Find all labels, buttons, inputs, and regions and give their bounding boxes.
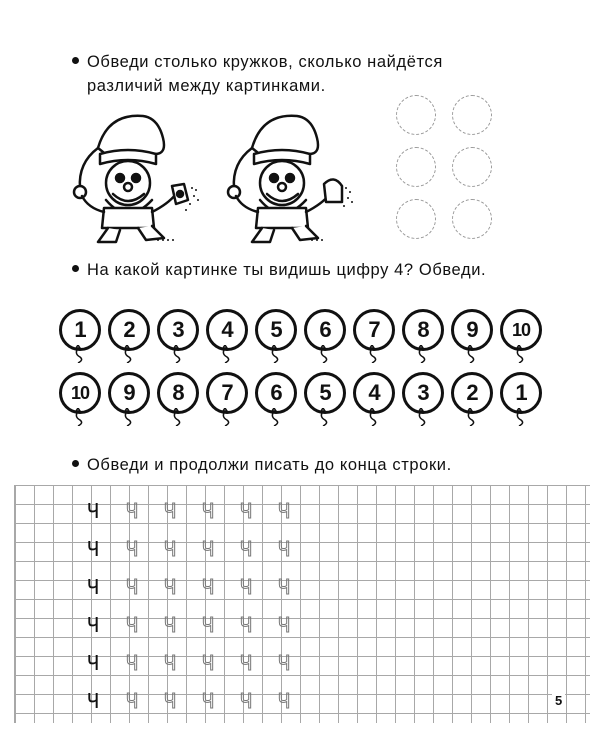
balloon-string-icon: [203, 408, 249, 426]
trace-letter[interactable]: Ч: [202, 689, 215, 713]
balloon-string-icon: [497, 345, 543, 363]
trace-letter[interactable]: Ч: [240, 651, 253, 675]
trace-letter[interactable]: Ч: [202, 651, 215, 675]
balloon-number: 4: [353, 372, 395, 414]
trace-letter[interactable]: Ч: [126, 613, 139, 637]
balloon-string-icon: [448, 345, 494, 363]
trace-letter[interactable]: Ч: [202, 575, 215, 599]
balloon-row2-4[interactable]: [203, 370, 249, 428]
answer-circle-3[interactable]: [396, 147, 436, 187]
balloon-string-icon: [301, 345, 347, 363]
balloon-number: 7: [353, 309, 395, 351]
balloon-row1-7[interactable]: [350, 307, 396, 365]
answer-circle-5[interactable]: [396, 199, 436, 239]
trace-letter[interactable]: Ч: [278, 651, 291, 675]
trace-letter[interactable]: Ч: [202, 499, 215, 523]
balloon-string-icon: [154, 345, 200, 363]
balloon-row2-5[interactable]: [252, 370, 298, 428]
balloon-number: 9: [451, 309, 493, 351]
trace-letter[interactable]: Ч: [202, 613, 215, 637]
trace-letter[interactable]: Ч: [278, 537, 291, 561]
balloon-string-icon: [399, 345, 445, 363]
task-3-instruction: [72, 453, 452, 477]
balloon-row2-7[interactable]: [350, 370, 396, 428]
trace-letter[interactable]: Ч: [278, 689, 291, 713]
sample-letter: Ч: [87, 499, 100, 523]
trace-letter[interactable]: Ч: [164, 499, 177, 523]
balloon-string-icon: [154, 408, 200, 426]
trace-letter[interactable]: Ч: [240, 499, 253, 523]
balloon-row2-3[interactable]: [154, 370, 200, 428]
balloon-number: 5: [255, 309, 297, 351]
writing-grid[interactable]: [14, 485, 590, 723]
balloon-row2-8[interactable]: [399, 370, 445, 428]
balloon-string-icon: [56, 408, 102, 426]
task-1-line-2: различий между картинками.: [87, 77, 326, 95]
task-1-line-1: Обведи столько кружков, сколько найдётся: [87, 53, 443, 71]
balloon-row1-6[interactable]: [301, 307, 347, 365]
trace-letter[interactable]: Ч: [278, 575, 291, 599]
balloon-number: 3: [402, 372, 444, 414]
balloon-number: 3: [157, 309, 199, 351]
balloon-number: 9: [108, 372, 150, 414]
balloon-string-icon: [301, 408, 347, 426]
trace-letter[interactable]: Ч: [126, 537, 139, 561]
balloon-string-icon: [105, 345, 151, 363]
balloon-number: 5: [304, 372, 346, 414]
balloon-row2-2[interactable]: [105, 370, 151, 428]
bullet-icon: [72, 265, 79, 272]
balloon-string-icon: [56, 345, 102, 363]
balloon-row2-6[interactable]: [301, 370, 347, 428]
gnome-picture-right: [222, 108, 372, 248]
task-1-instruction: [72, 50, 512, 98]
page-number: 5: [552, 693, 565, 708]
balloon-row1-8[interactable]: [399, 307, 445, 365]
balloon-string-icon: [105, 408, 151, 426]
balloon-row-2: [56, 370, 556, 430]
balloon-number: 8: [402, 309, 444, 351]
balloon-row1-10[interactable]: [497, 307, 543, 365]
trace-letter[interactable]: Ч: [164, 575, 177, 599]
balloon-row2-1[interactable]: [56, 370, 102, 428]
balloon-number: 4: [206, 309, 248, 351]
answer-circle-2[interactable]: [452, 95, 492, 135]
balloon-string-icon: [252, 345, 298, 363]
balloon-row1-5[interactable]: [252, 307, 298, 365]
balloon-row1-4[interactable]: [203, 307, 249, 365]
balloon-number: 2: [451, 372, 493, 414]
balloon-number: 1: [500, 372, 542, 414]
bullet-icon: [72, 57, 79, 64]
balloon-number: 7: [206, 372, 248, 414]
sample-letter: Ч: [87, 613, 100, 637]
balloon-number: 10: [59, 372, 101, 414]
balloon-row1-1[interactable]: [56, 307, 102, 365]
balloon-string-icon: [350, 408, 396, 426]
balloon-string-icon: [252, 408, 298, 426]
trace-letter[interactable]: Ч: [164, 613, 177, 637]
sample-letter: Ч: [87, 575, 100, 599]
balloon-number: 6: [304, 309, 346, 351]
balloon-row2-9[interactable]: [448, 370, 494, 428]
trace-letter[interactable]: Ч: [126, 689, 139, 713]
balloon-row1-3[interactable]: [154, 307, 200, 365]
balloon-number: 10: [500, 309, 542, 351]
sample-letter: Ч: [87, 651, 100, 675]
trace-letter[interactable]: Ч: [240, 575, 253, 599]
trace-letter[interactable]: Ч: [126, 575, 139, 599]
trace-letter[interactable]: Ч: [240, 613, 253, 637]
trace-letter[interactable]: Ч: [164, 689, 177, 713]
answer-circle-4[interactable]: [452, 147, 492, 187]
balloon-number: 2: [108, 309, 150, 351]
balloon-row-1: [56, 307, 556, 367]
balloon-row1-9[interactable]: [448, 307, 494, 365]
trace-letter[interactable]: Ч: [240, 689, 253, 713]
gnome-picture-left: [68, 108, 218, 248]
sample-letter: Ч: [87, 689, 100, 713]
balloon-string-icon: [350, 345, 396, 363]
balloon-string-icon: [448, 408, 494, 426]
trace-letter[interactable]: Ч: [278, 499, 291, 523]
task-2-instruction: [72, 258, 486, 282]
balloon-string-icon: [203, 345, 249, 363]
balloon-row2-10[interactable]: [497, 370, 543, 428]
trace-letter[interactable]: Ч: [240, 537, 253, 561]
answer-circle-6[interactable]: [452, 199, 492, 239]
trace-letter[interactable]: Ч: [126, 499, 139, 523]
balloon-string-icon: [497, 408, 543, 426]
trace-letter[interactable]: Ч: [164, 651, 177, 675]
sample-letter: Ч: [87, 537, 100, 561]
task-2-text: На какой картинке ты видишь цифру 4? Обведи.: [87, 261, 487, 279]
bullet-icon: [72, 460, 79, 467]
trace-letter[interactable]: Ч: [202, 537, 215, 561]
balloon-number: 1: [59, 309, 101, 351]
task-3-text: Обведи и продолжи писать до конца строки.: [87, 456, 452, 474]
trace-letter[interactable]: Ч: [278, 613, 291, 637]
balloon-string-icon: [399, 408, 445, 426]
trace-letter[interactable]: Ч: [164, 537, 177, 561]
balloon-row1-2[interactable]: [105, 307, 151, 365]
balloon-number: 6: [255, 372, 297, 414]
balloon-number: 8: [157, 372, 199, 414]
answer-circle-1[interactable]: [396, 95, 436, 135]
trace-letter[interactable]: Ч: [126, 651, 139, 675]
